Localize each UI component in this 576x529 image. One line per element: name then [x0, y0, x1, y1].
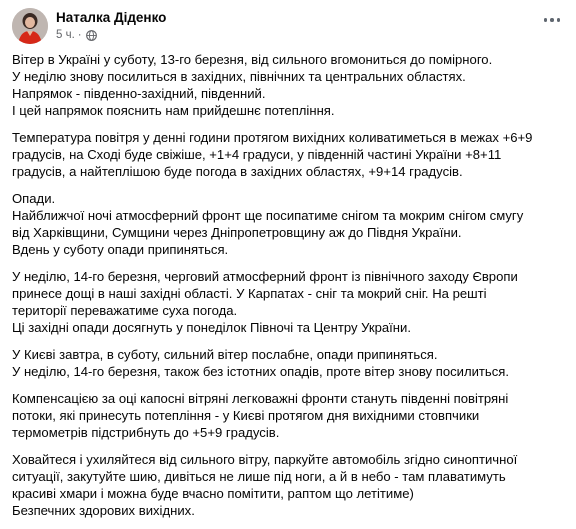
post-text-line: від Харківщини, Сумщини через Дніпропетровщину аж до Півдня України. — [12, 225, 462, 240]
post-text-line: красиві хмари і можна буде вчасно помітити, раптом що летітиме) — [12, 486, 414, 501]
post-text-line: термометрів підстрибнуть до +5+9 градусів. — [12, 425, 280, 440]
post-paragraph — [12, 346, 564, 380]
more-options-button[interactable] — [540, 12, 564, 28]
profile-photo-icon — [12, 8, 48, 44]
post-text-line: І цей напрямок пояснить нам прийдешнє потеплiння. — [12, 103, 335, 118]
post-paragraph — [12, 451, 564, 519]
post-text-line: території переважатиме суха погода. — [12, 303, 238, 318]
post-paragraph — [12, 190, 564, 258]
author-avatar[interactable] — [12, 8, 48, 44]
globe-icon — [86, 30, 97, 41]
post-paragraph — [12, 129, 564, 180]
post-text-line: Вітер в Україні у суботу, 13-го березня, від сильного вгомониться до помірного. — [12, 52, 493, 67]
post-text-line: Напрямок - південно-західний, південний. — [12, 86, 266, 101]
post-paragraph — [12, 268, 564, 336]
post-text-line: градусів, на Сході буде свіжіше, +1+4 градуси, у південній частині України +8+11 — [12, 147, 502, 162]
more-options-icon — [544, 18, 548, 22]
post-text-line: У неділю, 14-го березня, також без істотних опадів, проте вітер знову посилиться. — [12, 364, 510, 379]
post-text-line: Компенсацією за оці капосні вітряні легковажні фронти стануть південні повітряні — [12, 391, 509, 406]
post-text-line: У неділю, 14-го березня, черговий атмосферний фронт із північного заходу Європи — [12, 269, 518, 284]
post-text-line: Ці західні опади досягнуть у понеділок Півночі та Центру України. — [12, 320, 411, 335]
post-timestamp[interactable]: 5 ч. — [56, 29, 75, 41]
post-text-line: Найближчої ночі атмосферний фронт ще посипатиме снігом та мокрим снігом смугу — [12, 208, 524, 223]
post-text-line: ситуації, закутуйте шию, дивіться не лише під ноги, а й в небо - там плаватимуть — [12, 469, 506, 484]
author-name[interactable]: Наталка Діденко — [56, 10, 167, 25]
post-text-line: У неділю знову посилиться в західних, північних та центральних областях. — [12, 69, 466, 84]
post-paragraph — [12, 390, 564, 441]
post-text — [12, 51, 564, 529]
post-text-line: принесе дощі в наші західні області. У Карпатах - сніг та мокрий сніг. На решті — [12, 286, 487, 301]
post-text-line: градусів, а найтеплішою буде погода в західних областях, +9+14 градусів. — [12, 164, 463, 179]
post-header — [12, 8, 564, 44]
post-paragraph — [12, 51, 564, 119]
post-text-line: Вдень у суботу опади припиняться. — [12, 242, 229, 257]
meta-separator: · — [77, 29, 82, 41]
post-text-line: Безпечних здорових вихідних. — [12, 503, 195, 518]
post-text-line: Опади. — [12, 191, 56, 206]
post-text-line: Температура повітря у денні години протягом вихідних коливатиметься в межах +6+9 — [12, 130, 533, 145]
post-text-line: У Києві завтра, в суботу, сильний вітер послабне, опади припиняться. — [12, 347, 438, 362]
more-options-dot — [550, 18, 554, 22]
post-text-line: потоки, які принесуть потепління - у Києві протягом дня вихідними стовпчики — [12, 408, 480, 423]
post-meta — [56, 29, 97, 41]
more-options-dot — [557, 18, 561, 22]
post-text-line: Ховайтеся і ухиляйтеся від сильного вітру, паркуйте автомобіль згідно синоптичної — [12, 452, 518, 467]
